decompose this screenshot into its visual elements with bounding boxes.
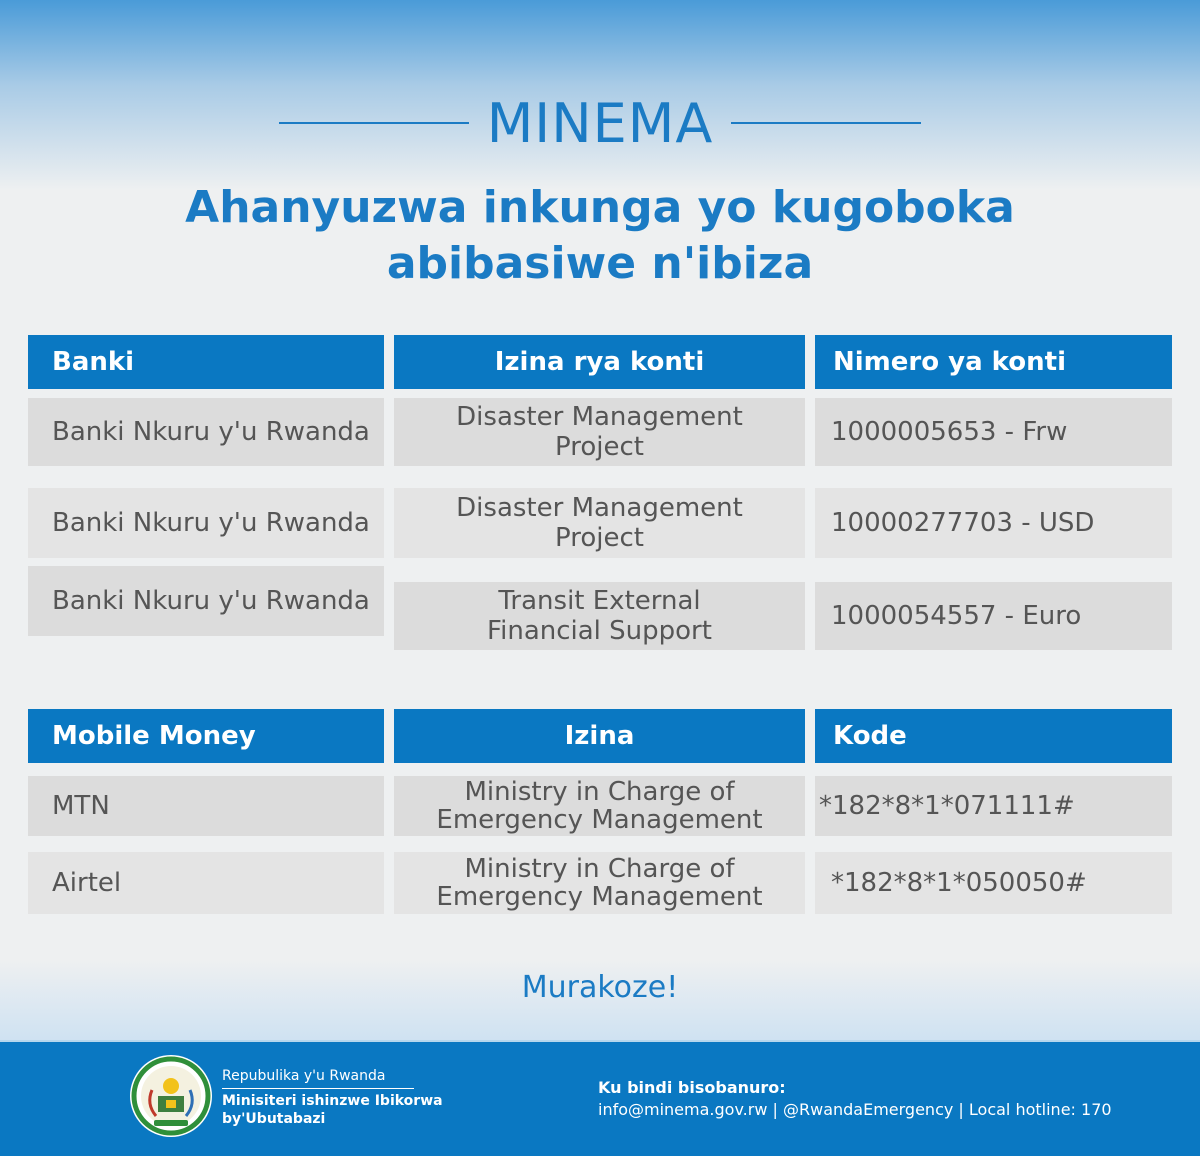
bank-row1-name-line1: Disaster Management [456, 402, 743, 432]
mobile-header-provider: Mobile Money [28, 709, 384, 763]
bank-row2-name-line2: Project [555, 523, 644, 553]
bank-header-account-number: Nimero ya konti [815, 335, 1172, 389]
bank-row1-bank: Banki Nkuru y'u Rwanda [28, 398, 384, 466]
republic-label: Repubulika y'u Rwanda [222, 1068, 386, 1084]
republic-rule [222, 1088, 414, 1089]
footer-divider [0, 1040, 1200, 1042]
brand-line-right [731, 122, 921, 124]
rwanda-coat-of-arms-icon [128, 1050, 214, 1146]
brand-line-left [279, 122, 469, 124]
bank-row2-number: 10000277703 - USD [815, 488, 1172, 558]
mobile-row2-name-line2: Emergency Management [436, 882, 763, 912]
ministry-name-line2: by'Ubutabazi [222, 1111, 326, 1127]
mobile-row1-name-line2: Emergency Management [436, 805, 763, 835]
bank-row3-name-line1: Transit External [498, 586, 701, 616]
mobile-row2-name-line1: Ministry in Charge of [464, 854, 735, 884]
headline [0, 180, 1200, 292]
mobile-row1-provider: MTN [28, 776, 384, 836]
brand-title: MINEMA [486, 91, 714, 155]
bank-row2-name-line1: Disaster Management [456, 493, 743, 523]
bank-row3-bank: Banki Nkuru y'u Rwanda [28, 566, 384, 636]
bank-header-account-name: Izina rya konti [394, 335, 805, 389]
mobile-row1-name-line1: Ministry in Charge of [464, 777, 735, 807]
bank-row1-number: 1000005653 - Frw [815, 398, 1172, 466]
mobile-header-name: Izina [394, 709, 805, 763]
headline-line1: Ahanyuzwa inkunga yo kugoboka [185, 182, 1015, 233]
bank-row2-name [394, 488, 805, 558]
mobile-row1-name [394, 776, 805, 836]
bank-row1-name [394, 398, 805, 466]
footer [0, 1040, 1200, 1156]
thanks-text: Murakoze! [521, 970, 679, 1005]
bank-row3-number: 1000054557 - Euro [815, 582, 1172, 650]
bank-row2-bank: Banki Nkuru y'u Rwanda [28, 488, 384, 558]
bank-row1-name-line2: Project [555, 432, 644, 462]
mobile-row1-code: *182*8*1*071111# [815, 776, 1172, 836]
ministry-name-line1: Minisiteri ishinzwe Ibikorwa [222, 1093, 443, 1109]
mobile-row2-name [394, 852, 805, 914]
mobile-row2-code: *182*8*1*050050# [815, 852, 1172, 914]
headline-line2: abibasiwe n'ibiza [386, 238, 814, 289]
bank-header-bank: Banki [28, 335, 384, 389]
bank-row3-name [394, 582, 805, 650]
bank-row3-name-line2: Financial Support [487, 616, 712, 646]
ministry-name [222, 1092, 443, 1128]
mobile-row2-provider: Airtel [28, 852, 384, 914]
info-title: Ku bindi bisobanuro: [598, 1078, 786, 1097]
brand-row [0, 88, 1200, 158]
mobile-header-code: Kode [815, 709, 1172, 763]
contact-info: info@minema.gov.rw | @RwandaEmergency | Local hotline: 170 [598, 1100, 1112, 1119]
